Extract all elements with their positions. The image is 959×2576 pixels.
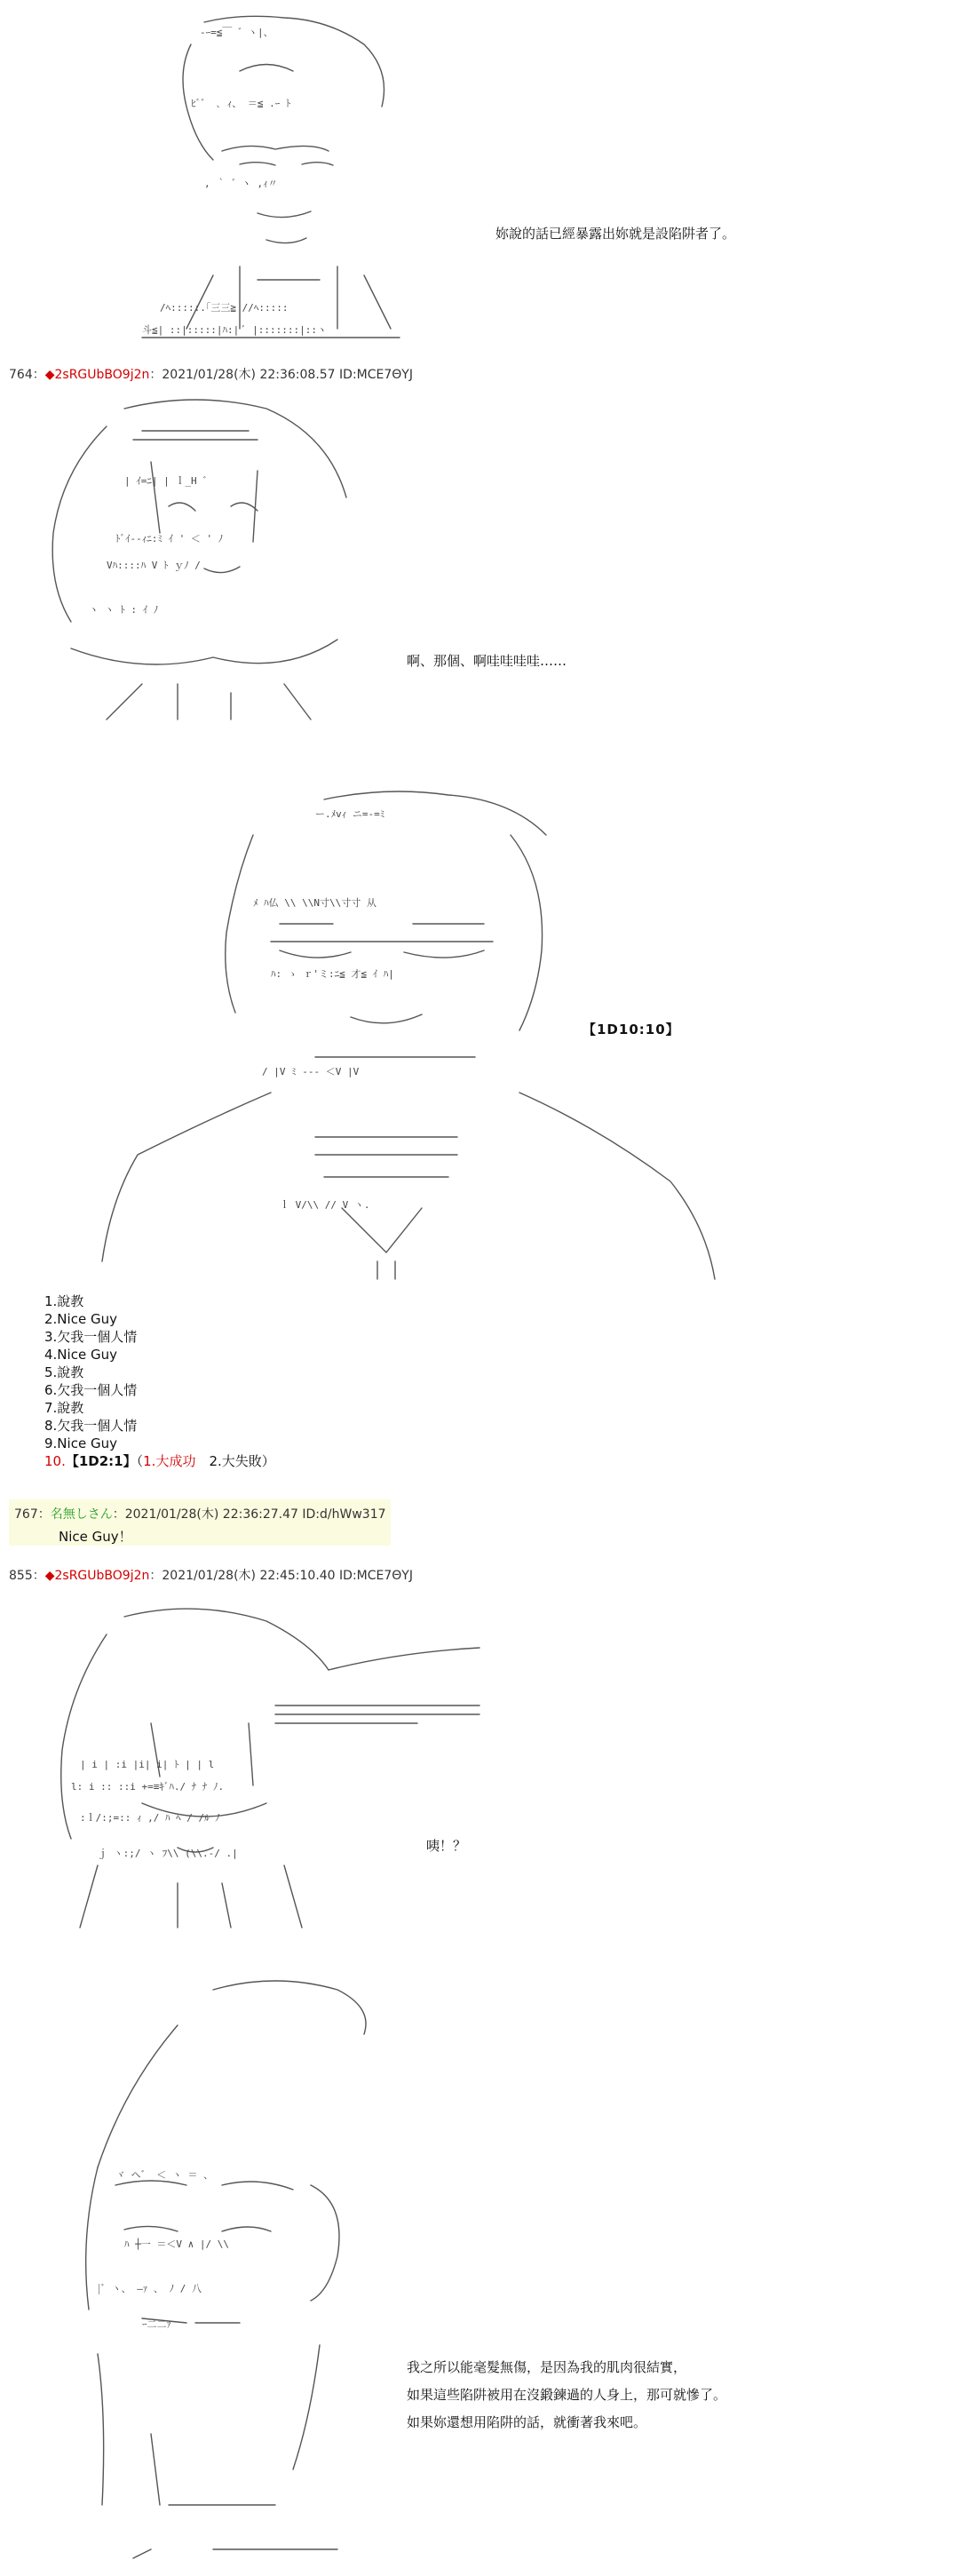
choice-item: 1.說教 (44, 1293, 84, 1309)
dialog-line: 如果妳還想用陷阱的話，就衝著我來吧。 (407, 2414, 647, 2430)
dialog-panel-2: 啊、那個、啊哇哇哇哇…… (407, 653, 567, 669)
poster-name[interactable]: 名無しさん (50, 1507, 113, 1522)
svg-text:|ﾞ ヽ、 ―ｧ 、 ﾉ / 八: |ﾞ ヽ、 ―ｧ 、 ﾉ / 八 (98, 2283, 202, 2294)
svg-text:ﾊ ┼一 ＝＜V ∧ |/ \\: ﾊ ┼一 ＝＜V ∧ |/ \\ (124, 2238, 229, 2250)
svg-text:ー.ﾒvｨ ニ=-=ﾐ: ー.ﾒvｨ ニ=-=ﾐ (315, 808, 385, 820)
svg-text::ｌ/:;=:: ｨ ,/ ﾊ ﾍ / /ﾙ ﾉ: :ｌ/:;=:: ｨ ,/ ﾊ ﾍ / /ﾙ ﾉ (80, 1812, 220, 1824)
svg-text:ﾄﾞｲ--ｨﾆ:ﾐ ｲ ' ＜ ' ﾉ: ﾄﾞｲ--ｨﾆ:ﾐ ｲ ' ＜ ' ﾉ (115, 533, 224, 545)
post-header-767 (14, 1505, 386, 1523)
choice-item: 7.說教 (44, 1400, 84, 1416)
post-number: 767： (14, 1507, 51, 1522)
svg-text:ｌ V/\\ // V ヽ.: ｌ V/\\ // V ヽ. (280, 1199, 370, 1211)
dice-result-1d2: 【1D2:1】 (65, 1453, 137, 1469)
dialog-panel-5 (407, 2354, 726, 2437)
svg-text:ヾ ヘ゛ ＜ ヽ ＝ 、: ヾ ヘ゛ ＜ ヽ ＝ 、 (115, 2169, 214, 2181)
svg-text:/ﾍ:::::.｢三三≧ //ﾍ:::::: /ﾍ:::::.｢三三≧ //ﾍ::::: (160, 302, 289, 314)
svg-text:| ｲ=ﾆ| | ｌ_H ゛: | ｲ=ﾆ| | ｌ_H ゛ (124, 475, 213, 487)
post-meta: ：2021/01/28(木) 22:36:27.47 ID:d/hWw317 (112, 1507, 386, 1522)
svg-text:ﾋﾞ゛ ､ ｨ、 ＝≦ .ｰ ﾄ: ﾋﾞ゛ ､ ｨ、 ＝≦ .ｰ ﾄ (191, 98, 291, 109)
choice-10-open: （ (136, 1453, 144, 1469)
choice-10-rest: 2.大失敗） (195, 1453, 275, 1469)
svg-text:l: i :: ::i +=≡ｷﾞﾊ./ ﾅ ﾅ ﾉ: l: i :: ::i +=≡ｷﾞﾊ./ ﾅ ﾅ ﾉ. (71, 1781, 225, 1793)
dialog-panel-1: 妳說的話已經暴露出妳就是設陷阱者了。 (495, 226, 736, 242)
choice-item: 8.欠我一個人情 (44, 1418, 138, 1434)
post-header-764 (9, 365, 413, 383)
ascii-art-girl-surprised-4 (44, 1599, 488, 1936)
ascii-art-girl-2 (36, 391, 373, 728)
ascii-art-man-1 (107, 9, 444, 346)
svg-text:斗≦| ::|:::::|ﾊ:| ﾞ |:::::::|: 斗≦| ::|:::::|ﾊ:| ﾞ |:::::::|::ヽ (142, 324, 328, 336)
post-number: 855： (9, 1569, 45, 1583)
svg-text:, ｀ ゛ヽ ,ｨ〃: , ｀ ゛ヽ ,ｨ〃 (204, 178, 278, 189)
choice-10-number: 10. (44, 1453, 66, 1469)
choice-item: 4.Nice Guy (44, 1347, 117, 1363)
choice-list (44, 1292, 275, 1470)
choice-item: 2.Nice Guy (44, 1311, 117, 1327)
choice-item: 9.Nice Guy (44, 1435, 117, 1451)
ascii-art-man-5 (44, 1972, 400, 2567)
svg-text:/ |V ﾐ --- ＜V |V: / |V ﾐ --- ＜V |V (262, 1066, 360, 1077)
reply-body: Nice Guy！ (59, 1529, 132, 1545)
poster-trip[interactable]: ◆2sRGUbBO9j2n (44, 368, 150, 382)
choice-10-result: 1.大成功 (143, 1453, 196, 1469)
svg-text:ヽ ヽ ﾄ : ｲ ﾉ: ヽ ヽ ﾄ : ｲ ﾉ (89, 604, 159, 616)
svg-text:ｊ ヽ:;/ ヽ ﾌ\\ (\\.-/ .|: ｊ ヽ:;/ ヽ ﾌ\\ (\\.-/ .| (98, 1848, 238, 1859)
svg-text:-ｰ=≦￣ ゛ヽ|、: -ｰ=≦￣ ゛ヽ|、 (200, 27, 273, 38)
choice-item-10 (44, 1452, 275, 1470)
dice-result-1d10: 【1D10:10】 (583, 1022, 680, 1038)
poster-trip[interactable]: ◆2sRGUbBO9j2n (44, 1569, 150, 1583)
choice-item: 3.欠我一個人情 (44, 1329, 138, 1345)
post-meta: ：2021/01/28(木) 22:45:10.40 ID:MCE7ΘYJ (149, 1569, 413, 1583)
svg-text:Vﾊ::::ﾊ V ﾄ ｙﾉ /: Vﾊ::::ﾊ V ﾄ ｙﾉ / (107, 560, 201, 571)
post-number: 764： (9, 368, 45, 382)
svg-text:ﾒ ﾊ仏 \\ \\N寸\\寸寸 从: ﾒ ﾊ仏 \\ \\N寸\\寸寸 从 (253, 897, 376, 909)
dialog-panel-4: 咦！？ (426, 1838, 467, 1854)
reply-post-767 (9, 1499, 391, 1546)
dialog-line: 我之所以能毫髮無傷，是因為我的肌肉很結實， (407, 2359, 687, 2375)
post-header-855 (9, 1566, 413, 1584)
svg-text:ﾊ: ゝ ｒ'ミ:ﾆ≦ 才≦ ｲ ﾊ|: ﾊ: ゝ ｒ'ミ:ﾆ≦ 才≦ ｲ ﾊ| (271, 968, 394, 980)
svg-text:ｰ二二ｧ: ｰ二二ｧ (142, 2318, 171, 2330)
svg-text:| i | :i |i| i| ﾄ | | l: | i | :i |i| i| ﾄ | | l (80, 1759, 215, 1770)
dialog-line: 如果這些陷阱被用在沒鍛鍊過的人身上，那可就慘了。 (407, 2387, 727, 2403)
post-meta: ：2021/01/28(木) 22:36:08.57 ID:MCE7ΘYJ (149, 368, 413, 382)
choice-item: 6.欠我一個人情 (44, 1382, 138, 1398)
choice-item: 5.說教 (44, 1364, 84, 1380)
